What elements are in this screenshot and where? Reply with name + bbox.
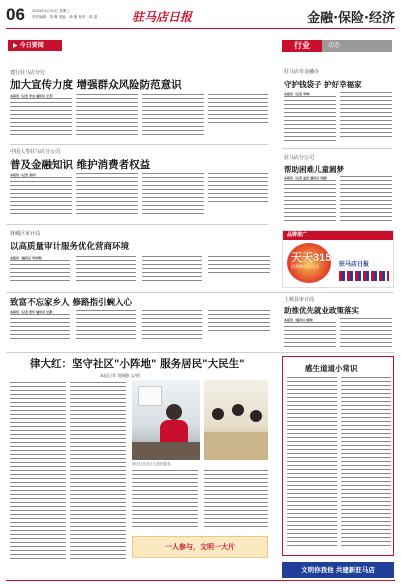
section-title: 金融·保险·经济	[307, 11, 395, 26]
right-box-col1	[287, 377, 337, 549]
right1-kicker: 驻马店市金融办	[284, 69, 320, 75]
article2-col2	[76, 173, 138, 217]
ad-brand-stripes	[339, 271, 389, 281]
ad-brand-tag: 品牌推广	[287, 232, 308, 238]
article4-col2	[76, 310, 136, 342]
photo-2-people	[250, 410, 262, 422]
divider	[6, 292, 394, 293]
page-number: 06	[6, 5, 25, 24]
ad-brand-header	[283, 231, 393, 240]
right1-title: 守护钱袋子 护好幸福家	[284, 80, 362, 89]
todays-news-tag	[8, 40, 62, 51]
article4-col3	[142, 310, 202, 342]
right2-title: 帮助困难儿童圆梦	[284, 165, 344, 174]
masthead-rule	[6, 28, 395, 29]
divider	[6, 352, 394, 353]
article6-photo-caption: 律大红在社区为居民服务。	[132, 462, 174, 466]
right1-col1	[284, 96, 336, 144]
paper-name: 驻马店日报	[132, 10, 193, 24]
article4-title: 致富不忘家乡人 修路指引蜿入心	[10, 298, 132, 308]
industry-news-tag	[282, 40, 392, 52]
article2-col3	[142, 173, 204, 217]
divider	[10, 144, 268, 145]
arrow-icon: ▶	[13, 42, 20, 49]
bottom-banner	[282, 562, 394, 578]
article1-col2	[76, 94, 138, 138]
article2-body	[10, 173, 268, 217]
photo-desk	[132, 442, 200, 460]
article5-title: 助推优先就业政策落实	[284, 306, 359, 315]
right-box-col2	[341, 377, 391, 549]
ad-civic-text: 一人参与，文明一大片	[165, 542, 235, 551]
right2-kicker: 驻马店分公司	[284, 155, 315, 161]
article1-kicker: 建行驻马店分行	[10, 70, 46, 76]
ad-brand-logo: 驻马店日报	[339, 261, 370, 268]
article4-col1	[10, 314, 70, 342]
todays-news-label: 今日要闻	[19, 42, 44, 49]
right-box	[282, 356, 394, 556]
article4-col4	[208, 310, 270, 334]
article5-kicker: 上蔡县审计局	[284, 297, 315, 303]
article3-body	[10, 256, 272, 284]
article6-photo-2	[204, 380, 268, 460]
article6-col4	[204, 470, 268, 530]
article4-body	[10, 310, 272, 342]
industry-tag-label: 行业	[282, 40, 322, 52]
article3-title: 以高质量审计服务优化营商环境	[10, 242, 130, 252]
article5-col2	[340, 318, 392, 348]
article1-col1	[10, 98, 72, 138]
article2-col4	[208, 173, 268, 205]
photo-2-people	[212, 408, 224, 420]
article3-col2	[76, 256, 136, 284]
right1-byline: 本报讯（记者 李坤）	[284, 92, 313, 96]
article3-kicker: 驿城区审计局	[10, 231, 41, 237]
photo-person	[166, 404, 182, 420]
right2-col2	[340, 176, 392, 222]
photo-2-people	[232, 404, 244, 416]
ad-banner-brand	[282, 230, 394, 288]
ad-banner-civic	[132, 536, 268, 558]
masthead	[6, 6, 395, 26]
right2-body	[284, 176, 392, 222]
article2-col1	[10, 177, 72, 217]
article2-kicker: 中国人寿驻马店分公司	[10, 149, 61, 155]
article5-body	[284, 318, 392, 348]
right1-col2	[340, 92, 392, 140]
ad-brand-sub: 消费维权在行动	[291, 264, 319, 269]
article6-col3	[132, 470, 198, 530]
article2-byline: 本报讯（记者 刘洋）	[10, 173, 39, 177]
divider	[6, 224, 268, 225]
article2-title: 普及金融知识 维护消费者权益	[10, 159, 151, 171]
date-line: 2024年4月10日 星期三	[32, 9, 70, 13]
article6-col2	[70, 382, 126, 562]
photo-window	[138, 386, 162, 406]
article5-byline: 本报讯（通讯员 周涛）	[284, 318, 316, 322]
article1-body	[10, 94, 268, 138]
article3-col4	[208, 256, 270, 276]
photo-2-table	[204, 432, 268, 460]
industry-tag-suffix: 动态	[328, 42, 341, 49]
right1-body	[284, 92, 392, 144]
right-box-title: 感生道道小常识	[305, 364, 358, 373]
bottom-banner-text: 文明你我他 共建新驻马店	[301, 566, 375, 574]
article3-col1	[10, 260, 70, 284]
article1-title: 加大宣传力度 增强群众风险防范意识	[10, 79, 182, 91]
article1-col3	[142, 94, 204, 138]
editor-line: 责任编辑：刘 琳 美编：徐 刚 校对：段 超	[32, 15, 98, 19]
divider	[282, 148, 392, 149]
article5-col1	[284, 322, 336, 348]
article3-byline: 本报讯（通讯员 李四明）	[10, 256, 45, 260]
right2-col1	[284, 180, 336, 222]
article1-byline: 本报讯（记者 李杰 通讯员 王芳）	[10, 94, 56, 98]
article4-byline: 本报讯（记者 张华 通讯员 王新）	[10, 310, 56, 314]
ad-brand-text: 天天315	[291, 252, 332, 264]
article6-photo	[132, 380, 200, 460]
article6-byline: 本报记者 刘晓静 文/图	[100, 373, 140, 378]
article3-col3	[142, 256, 202, 284]
article6-title: 律大红：坚守社区"小阵地" 服务居民"大民生"	[30, 358, 245, 370]
article6-col1	[10, 382, 66, 562]
article1-col4	[208, 94, 268, 124]
right2-byline: 本报讯（记者 孟宏 通讯员 吴静）	[284, 176, 330, 180]
footer-rule	[6, 580, 395, 581]
